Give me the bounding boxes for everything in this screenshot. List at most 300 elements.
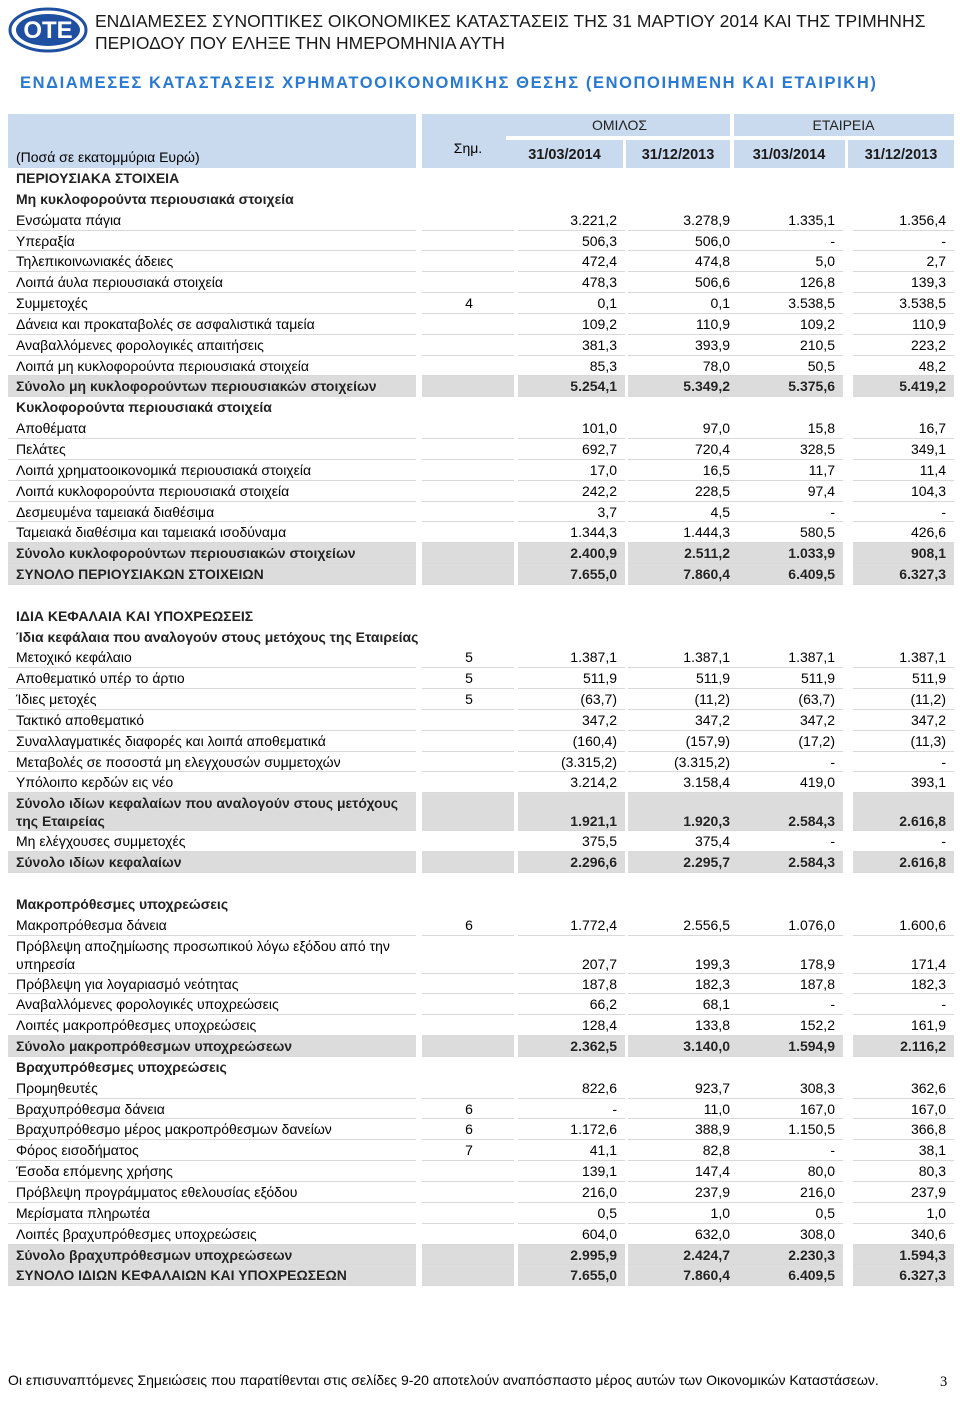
row-value: 187,8 — [733, 974, 843, 995]
row-label: Πρόβλεψη για λογαριασμό νεότητας — [8, 974, 416, 995]
row-value: 5.375,6 — [733, 376, 843, 397]
row-value: 472,4 — [518, 251, 625, 272]
row-value: 3.221,2 — [518, 210, 625, 231]
row-value: 242,2 — [518, 481, 625, 502]
row-value: 109,2 — [733, 314, 843, 335]
row-value: - — [853, 502, 954, 523]
row-note — [422, 793, 514, 831]
row-value: 908,1 — [853, 543, 954, 564]
row-label: Βραχυπρόθεσμες υποχρεώσεις — [16, 1058, 227, 1075]
row-value: 511,9 — [518, 668, 625, 689]
row-value: 2.296,6 — [518, 852, 625, 873]
row-value: 393,1 — [853, 772, 954, 793]
table-row — [8, 1078, 954, 1099]
row-value: 139,1 — [518, 1161, 625, 1182]
row-label: Μεταβολές σε ποσοστά μη ελεγχουσών συμμετοχών — [8, 752, 416, 773]
date-header-group-current: 31/03/2014 — [528, 147, 601, 163]
row-label: Σύνολο μακροπρόθεσμων υποχρεώσεων — [8, 1036, 416, 1057]
row-value: 1.387,1 — [628, 647, 738, 668]
row-value: 506,3 — [518, 231, 625, 252]
row-value: - — [733, 752, 843, 773]
row-label: Συναλλαγματικές διαφορές και λοιπά αποθεματικά — [8, 731, 416, 752]
table-row — [8, 293, 954, 314]
row-note — [422, 314, 514, 335]
row-label: Σύνολο ιδίων κεφαλαίων που αναλογούν στους μετόχους της Εταιρείας — [8, 793, 416, 831]
date-header-group-prior: 31/12/2013 — [641, 147, 715, 163]
row-value: 923,7 — [628, 1078, 738, 1099]
table-row — [8, 522, 954, 543]
row-value: 68,1 — [628, 994, 738, 1015]
row-value: 388,9 — [628, 1119, 738, 1140]
row-value: 1,0 — [628, 1203, 738, 1224]
table-row — [8, 335, 954, 356]
row-value: 1.033,9 — [733, 543, 843, 564]
row-note — [422, 418, 514, 439]
row-value: - — [733, 1140, 843, 1161]
row-value: 187,8 — [518, 974, 625, 995]
row-note — [422, 1224, 514, 1245]
row-value: 5.419,2 — [853, 376, 954, 397]
row-value: 2.616,8 — [853, 852, 954, 873]
table-row — [8, 251, 954, 272]
row-value: 2.511,2 — [628, 543, 738, 564]
table-row — [8, 974, 954, 995]
row-value: 1.335,1 — [733, 210, 843, 231]
row-value: - — [518, 1099, 625, 1120]
row-label: Μη κυκλοφορούντα περιουσιακά στοιχεία — [16, 190, 294, 207]
row-value: 210,5 — [733, 335, 843, 356]
table-row — [8, 1140, 954, 1161]
row-value: 3.158,4 — [628, 772, 738, 793]
row-value: 199,3 — [628, 936, 738, 974]
footer-note: Οι επισυναπτόμενες Σημειώσεις που παρατίθενται στις σελίδες 9-20 αποτελούν αναπόσπαστο μέρος αυτών των Οικονομικών Καταστάσεων. — [8, 1372, 879, 1388]
total-row — [8, 1036, 954, 1057]
table-header — [8, 114, 954, 168]
row-value: 7.655,0 — [518, 564, 625, 585]
total-row — [8, 564, 954, 585]
row-value: 5,0 — [733, 251, 843, 272]
row-value: 6.327,3 — [853, 1265, 954, 1286]
row-note — [422, 1203, 514, 1224]
row-value: 109,2 — [518, 314, 625, 335]
row-label: Σύνολο κυκλοφορούντων περιουσιακών στοιχείων — [8, 543, 416, 564]
subsection-heading-row — [8, 894, 954, 915]
row-value: 104,3 — [853, 481, 954, 502]
row-value: 11,0 — [628, 1099, 738, 1120]
row-note — [422, 439, 514, 460]
row-value: 66,2 — [518, 994, 625, 1015]
row-value: 48,2 — [853, 356, 954, 377]
row-value: (157,9) — [628, 731, 738, 752]
row-label: ΙΔΙΑ ΚΕΦΑΛΑΙΑ ΚΑΙ ΥΠΟΧΡΕΩΣΕΙΣ — [16, 607, 254, 624]
row-note — [422, 502, 514, 523]
row-label: ΣΥΝΟΛΟ ΠΕΡΙΟΥΣΙΑΚΩΝ ΣΤΟΙΧΕΙΩΝ — [8, 564, 416, 585]
note-column-header: Σημ. — [453, 140, 483, 156]
page-number: 3 — [940, 1374, 948, 1390]
table-row — [8, 314, 954, 335]
row-value: 3.140,0 — [628, 1036, 738, 1057]
document-title: ΕΝΔΙΑΜΕΣΕΣ ΣΥΝΟΠΤΙΚΕΣ ΟΙΚΟΝΟΜΙΚΕΣ ΚΑΤΑΣΤΑΣΕΙΣ ΤΗΣ 31 ΜΑΡΤΙΟΥ 2014 ΚΑΙ ΤΗΣ ΤΡΙΜΗΝΗΣ ΠΕΡΙΟΔΟΥ ΠΟΥ ΕΛΗΞΕ ΤΗΝ ΗΜΕΡΟΜΗΝΙΑ ΑΥΤΗ — [95, 11, 926, 53]
total-row — [8, 1265, 954, 1286]
table-row — [8, 668, 954, 689]
row-value: 41,1 — [518, 1140, 625, 1161]
row-note — [422, 831, 514, 852]
row-note: 4 — [422, 293, 514, 314]
row-value: 308,0 — [733, 1224, 843, 1245]
row-label: Λοιπές βραχυπρόθεσμες υποχρεώσεις — [8, 1224, 416, 1245]
row-value: 2.295,7 — [628, 852, 738, 873]
row-value: 1.076,0 — [733, 915, 843, 936]
row-value: 692,7 — [518, 439, 625, 460]
table-row — [8, 460, 954, 481]
row-value: 366,8 — [853, 1119, 954, 1140]
row-note — [422, 460, 514, 481]
ote-logo — [8, 7, 88, 53]
row-value: (63,7) — [518, 689, 625, 710]
table-row — [8, 731, 954, 752]
row-value: 5.349,2 — [628, 376, 738, 397]
row-value: 38,1 — [853, 1140, 954, 1161]
row-value: 1.387,1 — [853, 647, 954, 668]
row-value: (11,2) — [853, 689, 954, 710]
row-label: Τηλεπικοινωνιακές άδειες — [8, 251, 416, 272]
table-row — [8, 831, 954, 852]
row-value: - — [853, 231, 954, 252]
row-label: Μη ελέγχουσες συμμετοχές — [8, 831, 416, 852]
table-row — [8, 272, 954, 293]
row-value: 580,5 — [733, 522, 843, 543]
total-row — [8, 376, 954, 397]
row-value: 3.278,9 — [628, 210, 738, 231]
row-value: 362,6 — [853, 1078, 954, 1099]
row-note — [422, 376, 514, 397]
row-label: Αναβαλλόμενες φορολογικές απαιτήσεις — [8, 335, 416, 356]
row-value: 82,8 — [628, 1140, 738, 1161]
row-value: 223,2 — [853, 335, 954, 356]
row-value: 506,6 — [628, 272, 738, 293]
section-heading-row — [8, 168, 954, 189]
row-value: 6.327,3 — [853, 564, 954, 585]
row-value: 511,9 — [853, 668, 954, 689]
total-row — [8, 793, 954, 831]
row-value: 11,4 — [853, 460, 954, 481]
row-label: Φόρος εισοδήματος — [8, 1140, 416, 1161]
row-value: 6.409,5 — [733, 564, 843, 585]
row-value: 147,4 — [628, 1161, 738, 1182]
row-label: Ίδιες μετοχές — [8, 689, 416, 710]
row-value: 2.400,9 — [518, 543, 625, 564]
section-heading-row — [8, 606, 954, 627]
row-value: 511,9 — [733, 668, 843, 689]
table-row — [8, 710, 954, 731]
row-note — [422, 852, 514, 873]
row-value: (160,4) — [518, 731, 625, 752]
table-row — [8, 772, 954, 793]
row-value: 0,5 — [518, 1203, 625, 1224]
row-label: Υπεραξία — [8, 231, 416, 252]
row-value: 97,0 — [628, 418, 738, 439]
row-value: 2,7 — [853, 251, 954, 272]
row-value: - — [733, 994, 843, 1015]
row-value: 3.538,5 — [853, 293, 954, 314]
total-row — [8, 852, 954, 873]
row-label: Λοιπά μη κυκλοφορούντα περιουσιακά στοιχεία — [8, 356, 416, 377]
row-label: Αποθέματα — [8, 418, 416, 439]
row-value: 128,4 — [518, 1015, 625, 1036]
row-label: Τακτικό αποθεματικό — [8, 710, 416, 731]
logo-text: OTE — [23, 17, 73, 44]
row-value: - — [733, 502, 843, 523]
row-value: 1.356,4 — [853, 210, 954, 231]
row-label: Λοιπά άυλα περιουσιακά στοιχεία — [8, 272, 416, 293]
row-value: 182,3 — [853, 974, 954, 995]
table-row — [8, 1119, 954, 1140]
row-note — [422, 272, 514, 293]
row-label: Υπόλοιπο κερδών εις νέο — [8, 772, 416, 793]
row-value: 216,0 — [518, 1182, 625, 1203]
row-label: Πρόβλεψη προγράμματος εθελουσίας εξόδου — [8, 1182, 416, 1203]
row-value: 0,1 — [628, 293, 738, 314]
table-row — [8, 481, 954, 502]
row-value: 1.387,1 — [518, 647, 625, 668]
row-value: 126,8 — [733, 272, 843, 293]
row-value: 349,1 — [853, 439, 954, 460]
row-value: (17,2) — [733, 731, 843, 752]
table-row — [8, 210, 954, 231]
row-note — [422, 1078, 514, 1099]
row-note — [422, 522, 514, 543]
row-value: 375,5 — [518, 831, 625, 852]
row-value: 474,8 — [628, 251, 738, 272]
row-label: Λοιπά κυκλοφορούντα περιουσιακά στοιχεία — [8, 481, 416, 502]
spacer-row — [8, 585, 954, 606]
row-note — [422, 1036, 514, 1057]
row-value: 604,0 — [518, 1224, 625, 1245]
row-note: 6 — [422, 1099, 514, 1120]
row-note — [422, 994, 514, 1015]
row-value: 1.172,6 — [518, 1119, 625, 1140]
row-label: Ταμειακά διαθέσιμα και ταμειακά ισοδύναμα — [8, 522, 416, 543]
row-note: 6 — [422, 1119, 514, 1140]
row-value: (11,3) — [853, 731, 954, 752]
total-row — [8, 543, 954, 564]
group-header: ΟΜΙΛΟΣ — [591, 117, 648, 133]
row-value: 182,3 — [628, 974, 738, 995]
row-value: 228,5 — [628, 481, 738, 502]
row-value: 822,6 — [518, 1078, 625, 1099]
row-note — [422, 1161, 514, 1182]
row-note — [422, 936, 514, 974]
row-value: 110,9 — [628, 314, 738, 335]
row-value: 178,9 — [733, 936, 843, 974]
row-value: 381,3 — [518, 335, 625, 356]
row-value: 11,7 — [733, 460, 843, 481]
table-row — [8, 1161, 954, 1182]
row-label: ΣΥΝΟΛΟ ΙΔΙΩΝ ΚΕΦΑΛΑΙΩΝ ΚΑΙ ΥΠΟΧΡΕΩΣΕΩΝ — [8, 1265, 416, 1286]
row-value: 7.860,4 — [628, 564, 738, 585]
row-label: Μερίσματα πληρωτέα — [8, 1203, 416, 1224]
row-value: - — [853, 831, 954, 852]
table-row — [8, 1099, 954, 1120]
row-value: 426,6 — [853, 522, 954, 543]
row-value: 7.655,0 — [518, 1265, 625, 1286]
row-value: 216,0 — [733, 1182, 843, 1203]
row-value: 7.860,4 — [628, 1265, 738, 1286]
row-value: 720,4 — [628, 439, 738, 460]
row-value: 1.444,3 — [628, 522, 738, 543]
date-header-company-current: 31/03/2014 — [752, 147, 826, 163]
row-value: 308,3 — [733, 1078, 843, 1099]
table-row — [8, 915, 954, 936]
row-note — [422, 974, 514, 995]
page-header — [0, 0, 960, 60]
table-row — [8, 1224, 954, 1245]
row-value: 97,4 — [733, 481, 843, 502]
financial-position-table — [8, 114, 954, 1286]
row-value: 347,2 — [733, 710, 843, 731]
row-note — [422, 335, 514, 356]
row-value: 133,8 — [628, 1015, 738, 1036]
row-label: Ίδια κεφάλαια που αναλογούν στους μετόχους της Εταιρείας — [16, 628, 419, 645]
subsection-heading-row — [8, 397, 954, 418]
table-row — [8, 1182, 954, 1203]
row-value: 511,9 — [628, 668, 738, 689]
row-value: (3.315,2) — [518, 752, 625, 773]
row-value: 419,0 — [733, 772, 843, 793]
row-label: Πρόβλεψη αποζημίωσης προσωπικού λόγω εξόδου από την υπηρεσία — [8, 936, 416, 974]
row-value: (11,2) — [628, 689, 738, 710]
row-value: 1.594,9 — [733, 1036, 843, 1057]
row-note — [422, 1245, 514, 1266]
row-label: Σύνολο μη κυκλοφορούντων περιουσιακών στοιχείων — [8, 376, 416, 397]
row-value: 2.116,2 — [853, 1036, 954, 1057]
row-value: 78,0 — [628, 356, 738, 377]
row-value: 2.995,9 — [518, 1245, 625, 1266]
row-label: Δεσμευμένα ταμειακά διαθέσιμα — [8, 502, 416, 523]
row-value: 2.230,3 — [733, 1245, 843, 1266]
table-row — [8, 439, 954, 460]
row-label: Αποθεματικό υπέρ το άρτιο — [8, 668, 416, 689]
row-value: 237,9 — [853, 1182, 954, 1203]
row-label: Αναβαλλόμενες φορολογικές υποχρεώσεις — [8, 994, 416, 1015]
row-value: (63,7) — [733, 689, 843, 710]
subsection-heading-row — [8, 189, 954, 210]
row-note — [422, 710, 514, 731]
row-note — [422, 543, 514, 564]
row-value: 2.362,5 — [518, 1036, 625, 1057]
subsection-heading-row — [8, 1057, 954, 1078]
units-caption: (Ποσά σε εκατομμύρια Ευρώ) — [16, 149, 200, 165]
row-label: Μετοχικό κεφάλαιο — [8, 647, 416, 668]
row-value: 1.387,1 — [733, 647, 843, 668]
row-value: 2.424,7 — [628, 1245, 738, 1266]
date-header-company-prior: 31/12/2013 — [864, 147, 938, 163]
row-value: 167,0 — [853, 1099, 954, 1120]
row-note — [422, 210, 514, 231]
table-row — [8, 1015, 954, 1036]
table-row — [8, 752, 954, 773]
table-body — [8, 168, 954, 1286]
row-value: 0,1 — [518, 293, 625, 314]
row-note — [422, 1182, 514, 1203]
row-note — [422, 251, 514, 272]
row-note: 5 — [422, 689, 514, 710]
row-value: 1,0 — [853, 1203, 954, 1224]
row-value: 393,9 — [628, 335, 738, 356]
row-label: Πελάτες — [8, 439, 416, 460]
row-label: Λοιπές μακροπρόθεσμες υποχρεώσεις — [8, 1015, 416, 1036]
row-note: 5 — [422, 668, 514, 689]
table-row — [8, 502, 954, 523]
row-value: 85,3 — [518, 356, 625, 377]
row-value: 171,4 — [853, 936, 954, 974]
row-value: 80,3 — [853, 1161, 954, 1182]
row-value: 16,7 — [853, 418, 954, 439]
row-value: 506,0 — [628, 231, 738, 252]
row-label: ΠΕΡΙΟΥΣΙΑΚΑ ΣΤΟΙΧΕΙΑ — [16, 170, 180, 186]
row-value: 1.600,6 — [853, 915, 954, 936]
row-label: Προμηθευτές — [8, 1078, 416, 1099]
subsection-heading-row — [8, 627, 954, 648]
row-label: Σύνολο βραχυπρόθεσμων υποχρεώσεων — [8, 1245, 416, 1266]
row-value: 207,7 — [518, 936, 625, 974]
row-note — [422, 481, 514, 502]
row-label: Βραχυπρόθεσμο μέρος μακροπρόθεσμων δανείων — [8, 1119, 416, 1140]
row-value: 6.409,5 — [733, 1265, 843, 1286]
table-row — [8, 356, 954, 377]
spacer-row — [8, 873, 954, 894]
row-value: - — [853, 752, 954, 773]
row-label: Βραχυπρόθεσμα δάνεια — [8, 1099, 416, 1120]
row-value: 80,0 — [733, 1161, 843, 1182]
row-value: 16,5 — [628, 460, 738, 481]
row-value: 2.584,3 — [733, 793, 843, 831]
row-label: Δάνεια και προκαταβολές σε ασφαλιστικά ταμεία — [8, 314, 416, 335]
row-label: Ενσώματα πάγια — [8, 210, 416, 231]
row-value: - — [853, 994, 954, 1015]
row-value: 2.556,5 — [628, 915, 738, 936]
row-value: 237,9 — [628, 1182, 738, 1203]
table-row — [8, 647, 954, 668]
row-label: Μακροπρόθεσμες υποχρεώσεις — [16, 895, 229, 912]
row-note: 7 — [422, 1140, 514, 1161]
row-value: 139,3 — [853, 272, 954, 293]
row-label: Έσοδα επόμενης χρήσης — [8, 1161, 416, 1182]
row-value: 4,5 — [628, 502, 738, 523]
row-value: 347,2 — [853, 710, 954, 731]
row-value: 161,9 — [853, 1015, 954, 1036]
row-note — [422, 1015, 514, 1036]
row-note: 6 — [422, 915, 514, 936]
row-label: Σύνολο ιδίων κεφαλαίων — [8, 852, 416, 873]
row-value: 110,9 — [853, 314, 954, 335]
row-value: 375,4 — [628, 831, 738, 852]
row-value: 101,0 — [518, 418, 625, 439]
row-value: 5.254,1 — [518, 376, 625, 397]
table-row — [8, 689, 954, 710]
row-value: - — [733, 831, 843, 852]
row-value: 2.616,8 — [853, 793, 954, 831]
row-note — [422, 356, 514, 377]
row-value: 1.594,3 — [853, 1245, 954, 1266]
row-value: 1.920,3 — [628, 793, 738, 831]
row-value: 3.214,2 — [518, 772, 625, 793]
row-label: Λοιπά χρηματοοικονομικά περιουσιακά στοιχεία — [8, 460, 416, 481]
row-value: 2.584,3 — [733, 852, 843, 873]
row-label: Συμμετοχές — [8, 293, 416, 314]
row-value: 3,7 — [518, 502, 625, 523]
row-value: (3.315,2) — [628, 752, 738, 773]
